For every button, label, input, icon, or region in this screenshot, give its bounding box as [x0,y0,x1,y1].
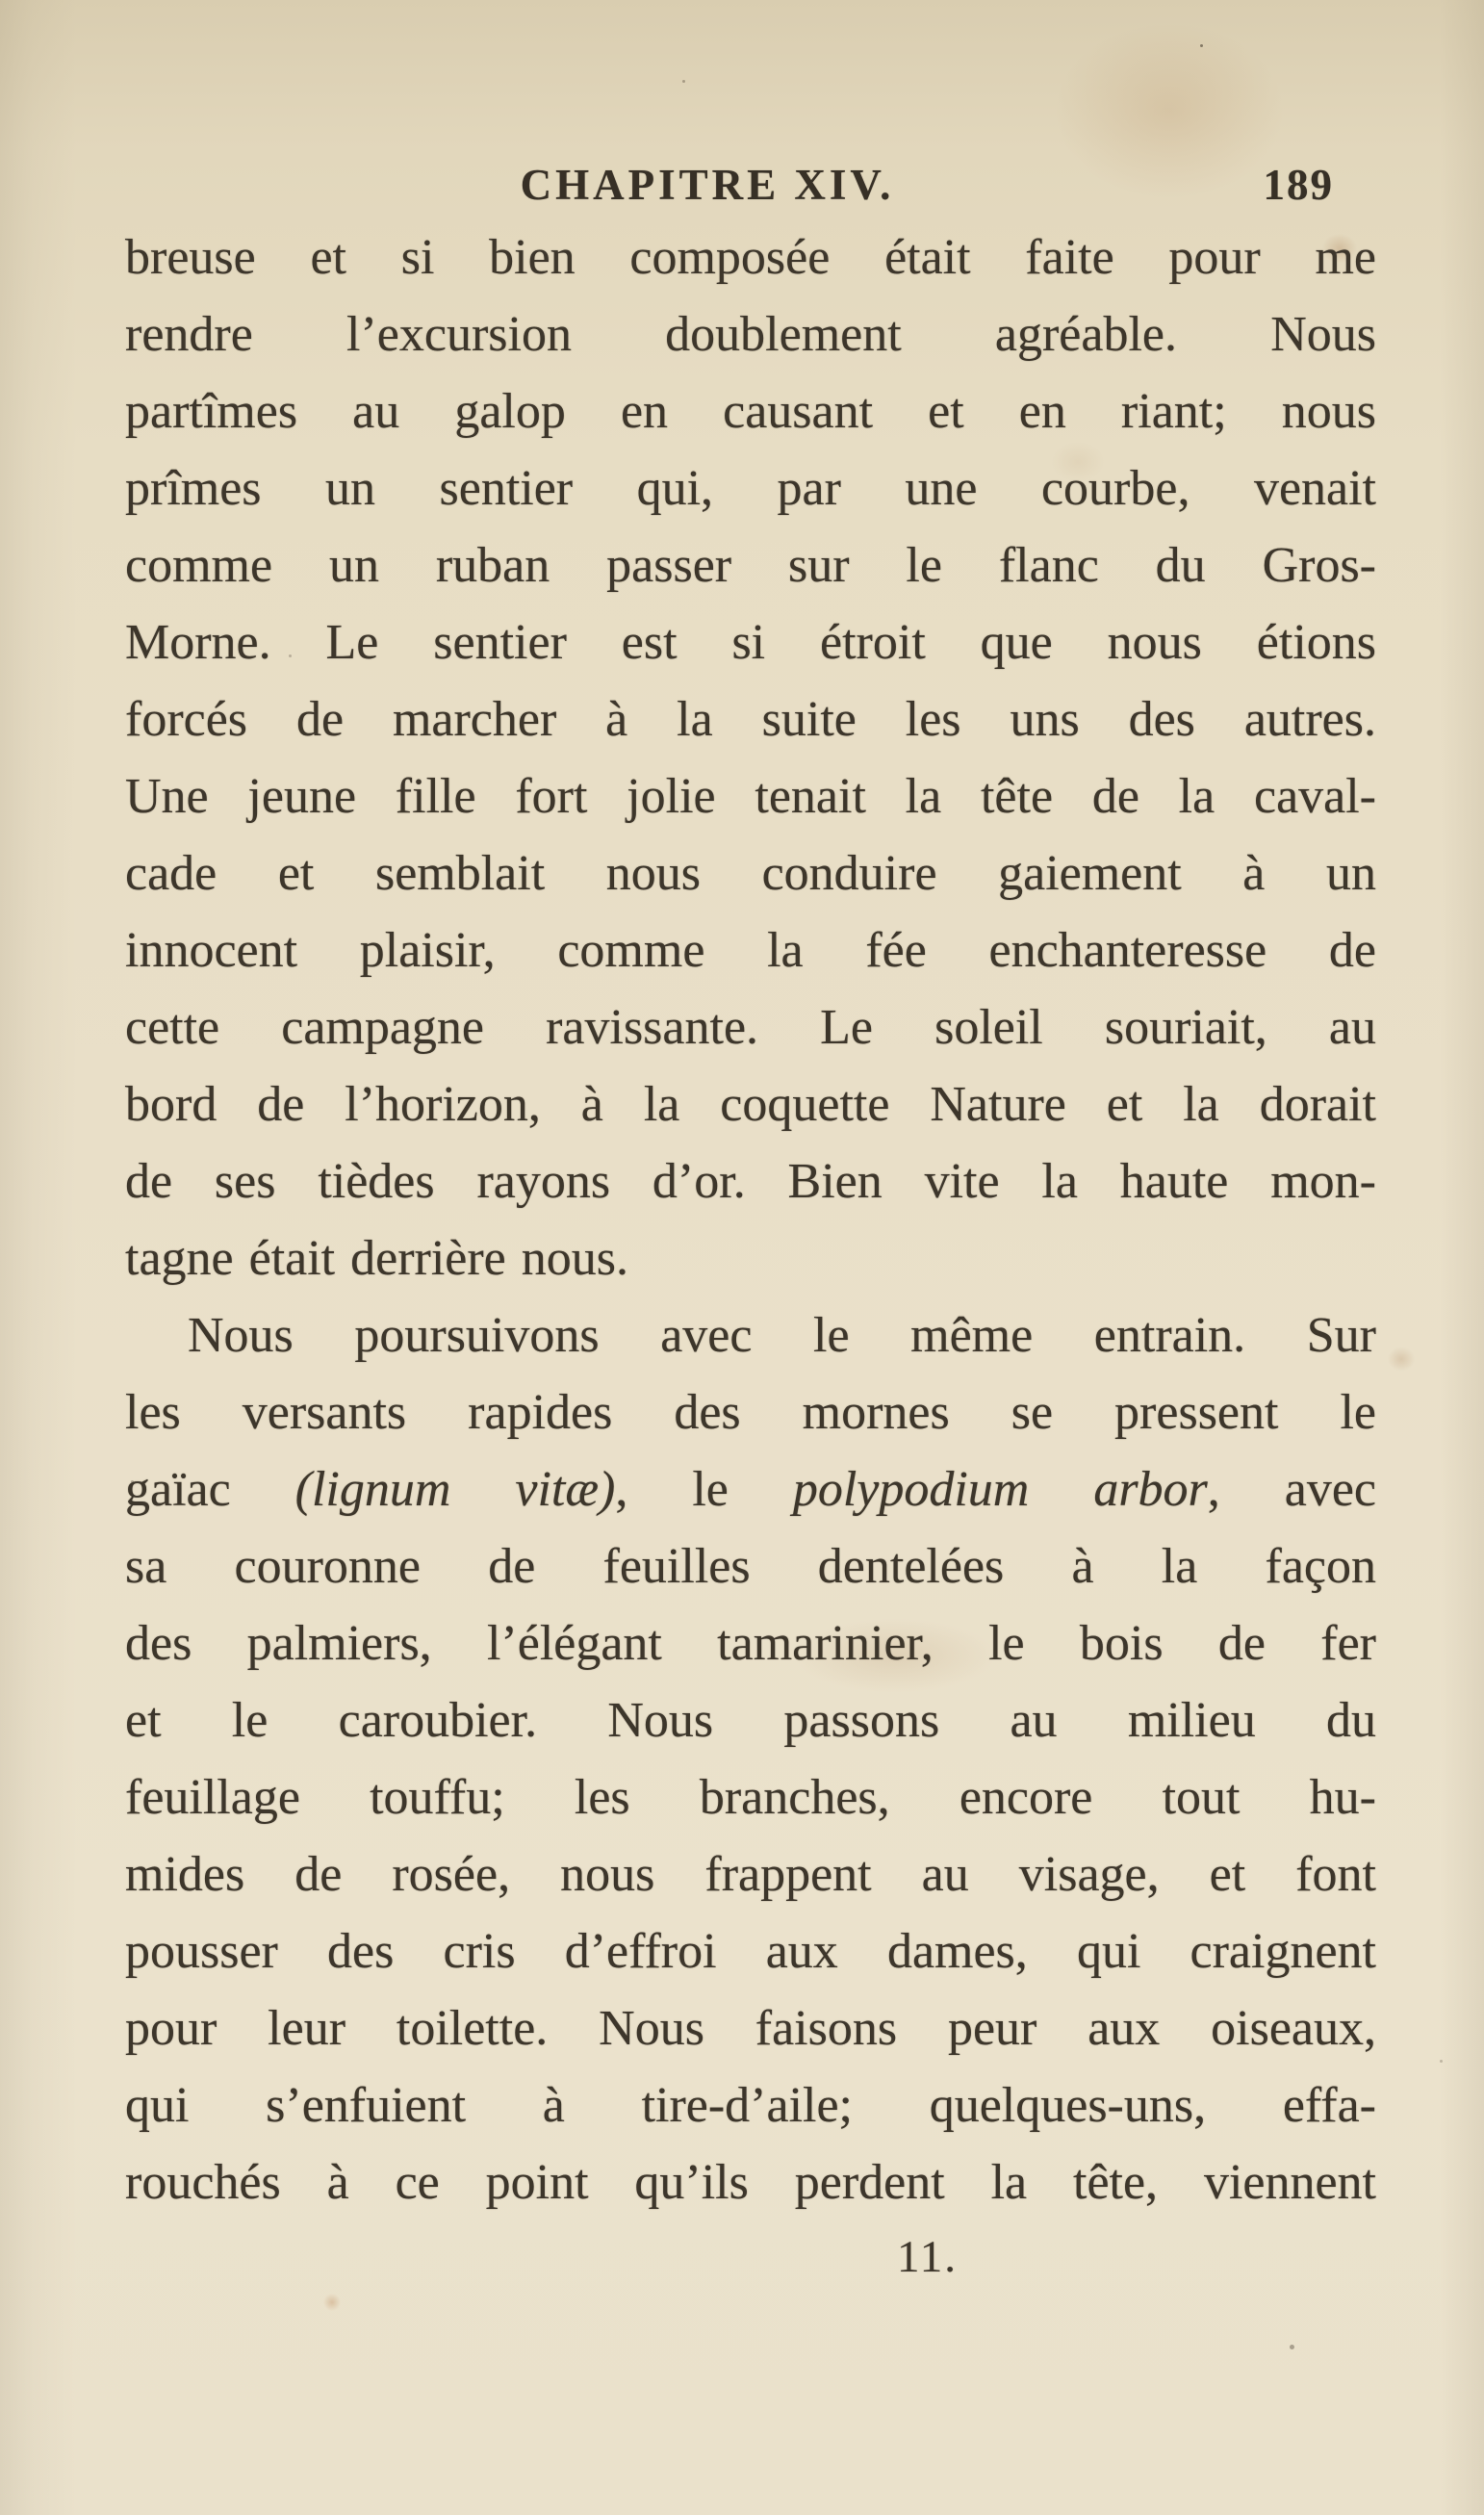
roman-text: rendre l’excursion doublement agréable. Nous [125,307,1376,362]
text-line [125,2067,1376,2144]
roman-text: mides de rosée, nous frappent au visage, et font [125,1847,1376,1902]
roman-text: des palmiers, l’élégant tamarinier, le bois de fer [125,1616,1376,1671]
roman-text: tagne était derrière nous. [125,1231,628,1286]
text-line [125,527,1376,604]
roman-text: pousser des cris d’effroi aux dames, qui craignent [125,1924,1376,1979]
roman-text: prîmes un sentier qui, par une courbe, venait [125,461,1376,516]
roman-text: , le [615,1462,793,1517]
text-line [125,2144,1376,2221]
italic-text: (lignum vitæ) [294,1462,616,1517]
running-head [125,160,1376,221]
text-line [125,1220,1376,1297]
roman-text: bord de l’horizon, à la coquette Nature et la dorait [125,1077,1376,1132]
roman-text: gaïac [125,1462,295,1517]
roman-text: partîmes au galop en causant et en riant; nous [125,384,1376,439]
text-line [125,604,1376,681]
text-line [125,1528,1376,1605]
page-number: 189 [1263,161,1334,209]
roman-text: qui s’enfuient à tire-d’aile; quelques-uns, effa- [125,2078,1376,2133]
text-line [125,1759,1376,1836]
text-line [125,1451,1376,1528]
signature-mark: 11. [897,2232,959,2282]
roman-text: Nous poursuivons avec le même entrain. Sur [188,1308,1376,1363]
roman-text: forcés de marcher à la suite les uns des autres. [125,692,1376,747]
text-line [125,912,1376,989]
text-line [125,989,1376,1066]
roman-text: innocent plaisir, comme la fée enchanteresse de [125,923,1376,978]
roman-text: de ses tièdes rayons d’or. Bien vite la haute mon- [125,1154,1376,1209]
roman-text: sa couronne de feuilles dentelées à la façon [125,1539,1376,1594]
text-line [125,296,1376,373]
text-line [125,1605,1376,1682]
italic-text: polypodium arbor [792,1462,1208,1517]
text-line [125,1836,1376,1913]
roman-text: breuse et si bien composée était faite pour me [125,230,1376,285]
roman-text: , avec [1207,1462,1377,1517]
roman-text: rouchés à ce point qu’ils perdent la tête, viennent [125,2155,1376,2210]
roman-text: les versants rapides des mornes se pressent le [125,1385,1376,1440]
text-line [125,1374,1376,1451]
text-line [125,1143,1376,1220]
roman-text: Morne. Le sentier est si étroit que nous étions [125,615,1376,670]
text-line [125,1990,1376,2067]
roman-text: cade et semblait nous conduire gaiement à un [125,846,1376,901]
text-line [125,1913,1376,1990]
text-line [125,1297,1376,1374]
text-line [125,1682,1376,1759]
roman-text: cette campagne ravissante. Le soleil souriait, au [125,1000,1376,1055]
text-line [125,681,1376,758]
roman-text: et le caroubier. Nous passons au milieu du [125,1693,1376,1748]
text-line [125,450,1376,527]
roman-text: Une jeune fille fort jolie tenait la tête de la caval- [125,769,1376,824]
text-line [125,373,1376,450]
roman-text: comme un ruban passer sur le flanc du Gros- [125,538,1376,593]
text-line [125,835,1376,912]
roman-text: feuillage touffu; les branches, encore tout hu- [125,1770,1376,1825]
paragraph [125,1297,1376,2221]
text-line [125,219,1376,296]
text-line [125,1066,1376,1143]
text-line [125,758,1376,835]
paragraph [125,219,1376,1297]
body-text [125,219,1376,2221]
paper-specks [0,0,3,3]
roman-text: pour leur toilette. Nous faisons peur aux oiseaux, [125,2001,1376,2056]
chapter-heading: CHAPITRE XIV. [520,161,895,209]
